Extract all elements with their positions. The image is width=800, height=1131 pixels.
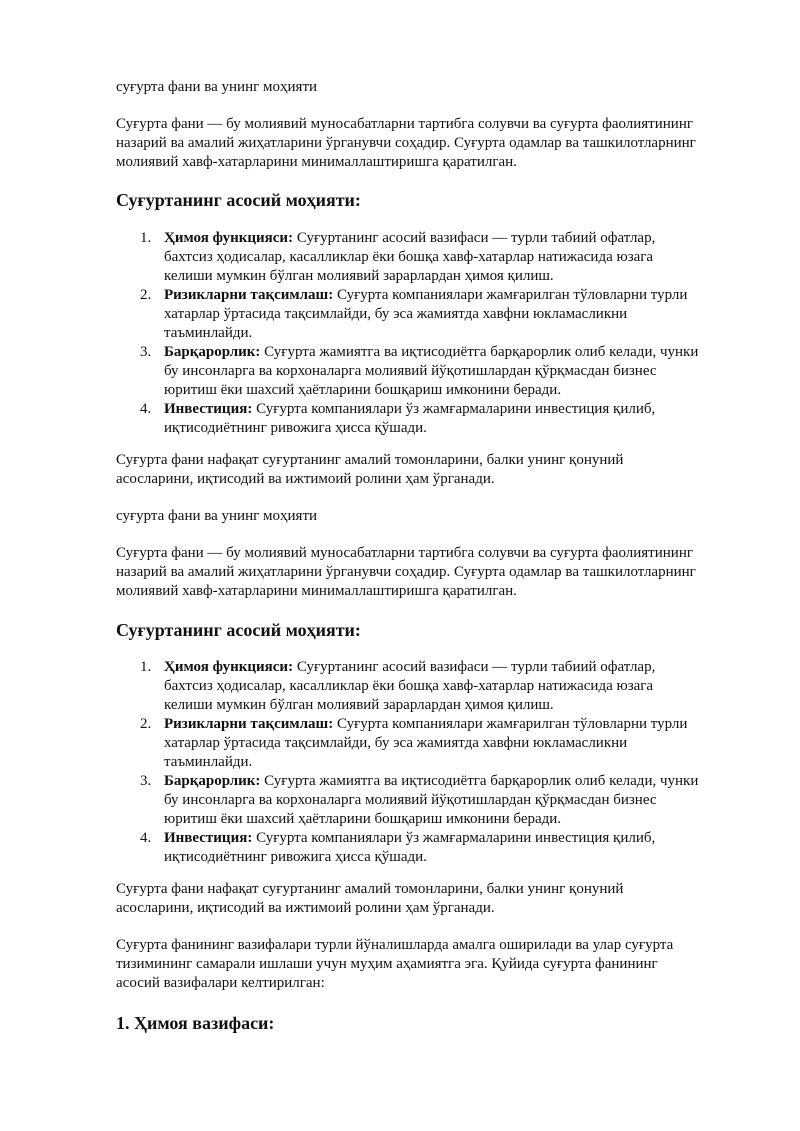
list-number: 1. [140,659,152,675]
list-text: юритиш ёки шахсий ҳаётларини бошқариш имконини беради. [164,811,562,827]
intro-line: Суғурта фани — бу молиявий муносабатларни тартибга солувчи ва суғурта фаолиятининг [116,116,694,132]
document-title: суғурта фани ва унинг моҳияти [116,79,318,95]
essence-list [116,229,746,438]
list-text: Суғурта компаниялари жамғарилган тўловларни турли [336,287,688,303]
list-text: келиши мумкин бўлган молиявий зарарлардан ҳимоя қилиш. [164,268,554,284]
intro-paragraph [116,544,696,601]
list-item [116,400,746,438]
list-item [116,715,746,772]
intro-line: Суғурта фани — бу молиявий муносабатларни тартибга солувчи ва суғурта фаолиятининг [116,545,694,561]
list-text: бу инсонларга ва корхоналарга молиявий йўқотишлардан қўрқмасдан бизнес [164,792,657,808]
list-term: Инвестиция: [164,401,253,417]
list-text: бахтсиз ҳодисалар, касалликлар ёки бошқа хавф-хатарлар натижасида юзага [164,678,654,694]
list-item [116,829,746,867]
outro-line: асосларини, иқтисодий ва ижтимоий ролини ҳам ўрганади. [116,471,495,487]
list-text: Суғурта компаниялари жамғарилган тўловларни турли [336,716,688,732]
list-term: Барқарорлик: [164,344,261,360]
list-number: 2. [140,287,152,303]
outro-line: асосларини, иқтисодий ва ижтимоий ролини ҳам ўрганади. [116,900,495,916]
functions-line: Суғурта фанининг вазифалари турли йўналишларда амалга оширилади ва улар суғурта [116,937,674,953]
intro-line: молиявий хавф-хатарларини минималлаштиришга қаратилган. [116,583,517,599]
list-text: хатарлар ўртасида тақсимлайди, бу эса жамиятда хавфни юкламасликни [164,306,628,322]
list-text: Суғурта компаниялари ўз жамғармаларини инвестиция қилиб, [256,830,656,846]
list-item [116,229,746,286]
list-text: таъминлайди. [164,325,253,341]
outro-line: Суғурта фани нафақат суғуртанинг амалий томонларини, балки унинг қонуний [116,881,624,897]
list-item [116,772,746,829]
list-term: Ҳимоя функцияси: [164,230,294,246]
list-number: 1. [140,230,152,246]
list-item [116,286,746,343]
document-title: суғурта фани ва унинг моҳияти [116,508,318,524]
outro-paragraph [116,880,623,918]
intro-line: молиявий хавф-хатарларини минималлаштиришга қаратилган. [116,154,517,170]
functions-paragraph [116,936,673,993]
functions-line: асосий вазифалари келтирилган: [116,975,325,991]
list-term: Инвестиция: [164,830,253,846]
list-text: Суғурта жамиятга ва иқтисодиётга барқарорлик олиб келади, чунки [264,773,699,789]
list-number: 3. [140,773,152,789]
functions-line: тизимининг самарали ишлаши учун муҳим аҳамиятга эга. Қуйида суғурта фанининг [116,956,658,972]
list-text: иқтисодиётнинг ривожига ҳисса қўшади. [164,420,427,436]
list-text: бу инсонларга ва корхоналарга молиявий йўқотишлардан қўрқмасдан бизнес [164,363,657,379]
list-text: Суғурта жамиятга ва иқтисодиётга барқарорлик олиб келади, чунки [264,344,699,360]
list-item [116,343,746,400]
outro-paragraph [116,451,623,489]
list-term: Ризикларни тақсимлаш: [164,716,334,732]
list-text: хатарлар ўртасида тақсимлайди, бу эса жамиятда хавфни юкламасликни [164,735,628,751]
list-text: иқтисодиётнинг ривожига ҳисса қўшади. [164,849,427,865]
intro-line: назарий ва амалий жиҳатларини ўрганувчи соҳадир. Суғурта одамлар ва ташкилотларнинг [116,135,696,151]
intro-paragraph [116,115,696,172]
list-number: 2. [140,716,152,732]
list-text: юритиш ёки шахсий ҳаётларини бошқариш имконини беради. [164,382,562,398]
intro-line: назарий ва амалий жиҳатларини ўрганувчи соҳадир. Суғурта одамлар ва ташкилотларнинг [116,564,696,580]
subsection-heading: 1. Ҳимоя вазифаси: [116,1013,275,1033]
list-number: 3. [140,344,152,360]
list-text: Суғуртанинг асосий вазифаси — турли табиий офатлар, [296,659,656,675]
outro-line: Суғурта фани нафақат суғуртанинг амалий томонларини, балки унинг қонуний [116,452,624,468]
list-text: бахтсиз ҳодисалар, касалликлар ёки бошқа хавф-хатарлар натижасида юзага [164,249,654,265]
list-number: 4. [140,401,152,417]
list-term: Барқарорлик: [164,773,261,789]
list-text: Суғуртанинг асосий вазифаси — турли табиий офатлар, [296,230,656,246]
section-heading: Суғуртанинг асосий моҳияти: [116,190,361,210]
list-term: Ҳимоя функцияси: [164,659,294,675]
list-number: 4. [140,830,152,846]
list-text: Суғурта компаниялари ўз жамғармаларини инвестиция қилиб, [256,401,656,417]
list-text: таъминлайди. [164,754,253,770]
list-text: келиши мумкин бўлган молиявий зарарлардан ҳимоя қилиш. [164,697,554,713]
list-term: Ризикларни тақсимлаш: [164,287,334,303]
list-item [116,658,746,715]
essence-list [116,658,746,867]
section-heading: Суғуртанинг асосий моҳияти: [116,620,361,640]
